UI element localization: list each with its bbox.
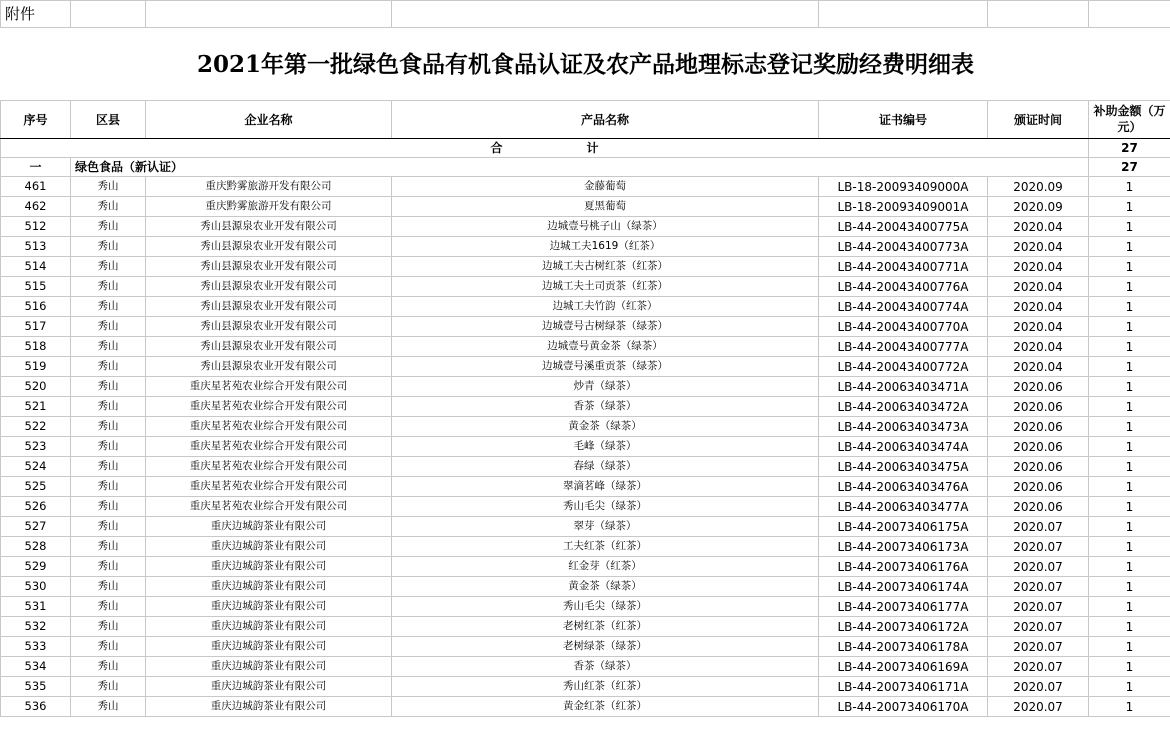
cell-date[interactable]: 2020.04 [988,277,1089,297]
cell-date[interactable]: 2020.06 [988,437,1089,457]
empty-cell[interactable] [146,1,392,28]
cell-amount[interactable]: 1 [1089,277,1170,297]
table-row [1,537,1170,557]
table-row [1,317,1170,337]
total-amount[interactable]: 27 [1089,139,1170,158]
cell-seq[interactable]: 534 [1,657,71,677]
table-row [1,237,1170,257]
cell-company[interactable]: 重庆星茗苑农业综合开发有限公司 [146,457,392,477]
cell-date[interactable]: 2020.06 [988,497,1089,517]
cell-county[interactable]: 秀山 [71,197,146,217]
table-row [1,417,1170,437]
cell-cert[interactable]: LB-44-20043400773A [819,237,988,257]
cell-company[interactable]: 重庆边城韵茶业有限公司 [146,677,392,697]
cell-date[interactable]: 2020.06 [988,397,1089,417]
cell-product[interactable]: 炒青（绿茶） [392,377,819,397]
table-row [1,497,1170,517]
cell-company[interactable]: 秀山县源泉农业开发有限公司 [146,217,392,237]
header-product[interactable]: 产品名称 [392,101,819,139]
cell-cert[interactable]: LB-44-20063403474A [819,437,988,457]
cell-seq[interactable]: 524 [1,457,71,477]
cell-product[interactable]: 老树红茶（红茶） [392,617,819,637]
total-row [1,139,1170,158]
table-row [1,697,1170,717]
cell-amount[interactable]: 1 [1089,257,1170,277]
cell-seq[interactable]: 523 [1,437,71,457]
cell-amount[interactable]: 1 [1089,557,1170,577]
cell-amount[interactable]: 1 [1089,497,1170,517]
cell-amount[interactable]: 1 [1089,517,1170,537]
cell-company[interactable]: 重庆边城韵茶业有限公司 [146,577,392,597]
cell-product[interactable]: 黄金茶（绿茶） [392,417,819,437]
cell-product[interactable]: 夏黑葡萄 [392,197,819,217]
title-row [1,28,1170,101]
cell-county[interactable]: 秀山 [71,397,146,417]
cell-date[interactable]: 2020.07 [988,537,1089,557]
cell-company[interactable]: 秀山县源泉农业开发有限公司 [146,257,392,277]
cell-county[interactable]: 秀山 [71,637,146,657]
cell-date[interactable]: 2020.07 [988,697,1089,717]
cell-date[interactable]: 2020.04 [988,217,1089,237]
cell-seq[interactable]: 512 [1,217,71,237]
cell-seq[interactable]: 522 [1,417,71,437]
total-label[interactable]: 合 计 [1,139,1089,158]
cell-date[interactable]: 2020.04 [988,357,1089,377]
cell-product[interactable]: 边城工夫1619（红茶） [392,237,819,257]
empty-cell[interactable] [988,1,1089,28]
cell-county[interactable]: 秀山 [71,217,146,237]
cell-company[interactable]: 重庆星茗苑农业综合开发有限公司 [146,417,392,437]
cell-amount[interactable]: 1 [1089,177,1170,197]
cell-date[interactable]: 2020.07 [988,557,1089,577]
cell-cert[interactable]: LB-44-20073406173A [819,537,988,557]
cell-cert[interactable]: LB-44-20073406175A [819,517,988,537]
cell-date[interactable]: 2020.07 [988,637,1089,657]
cell-amount[interactable]: 1 [1089,197,1170,217]
cell-cert[interactable]: LB-44-20063403473A [819,417,988,437]
cell-cert[interactable]: LB-44-20073406176A [819,557,988,577]
cell-seq[interactable]: 513 [1,237,71,257]
cell-seq[interactable]: 520 [1,377,71,397]
cell-cert[interactable]: LB-44-20063403475A [819,457,988,477]
cell-product[interactable]: 金藤葡萄 [392,177,819,197]
cell-date[interactable]: 2020.04 [988,237,1089,257]
cell-date[interactable]: 2020.06 [988,417,1089,437]
cell-date[interactable]: 2020.07 [988,577,1089,597]
cell-company[interactable]: 重庆黔雾旅游开发有限公司 [146,197,392,217]
sheet-title[interactable]: 2021年第一批绿色食品有机食品认证及农产品地理标志登记奖励经费明细表 [1,28,1170,101]
cell-product[interactable]: 秀山毛尖（绿茶） [392,497,819,517]
cell-seq[interactable]: 527 [1,517,71,537]
cell-company[interactable]: 重庆边城韵茶业有限公司 [146,617,392,637]
cell-seq[interactable]: 531 [1,597,71,617]
table-row [1,357,1170,377]
cell-company[interactable]: 重庆边城韵茶业有限公司 [146,697,392,717]
group-label[interactable]: 绿色食品（新认证） [71,158,1089,177]
cell-seq[interactable]: 525 [1,477,71,497]
cell-date[interactable]: 2020.07 [988,677,1089,697]
cell-cert[interactable]: LB-44-20043400776A [819,277,988,297]
cell-county[interactable]: 秀山 [71,277,146,297]
cell-seq[interactable]: 514 [1,257,71,277]
table-row [1,397,1170,417]
cell-product[interactable]: 边城工夫古树红茶（红茶） [392,257,819,277]
table-row [1,517,1170,537]
header-company[interactable]: 企业名称 [146,101,392,139]
cell-seq[interactable]: 536 [1,697,71,717]
cell-date[interactable]: 2020.04 [988,337,1089,357]
cell-county[interactable]: 秀山 [71,337,146,357]
cell-product[interactable]: 毛峰（绿茶） [392,437,819,457]
cell-date[interactable]: 2020.09 [988,177,1089,197]
cell-product[interactable]: 香茶（绿茶） [392,657,819,677]
cell-county[interactable]: 秀山 [71,417,146,437]
cell-product[interactable]: 翠滴茗峰（绿茶） [392,477,819,497]
cell-company[interactable]: 重庆边城韵茶业有限公司 [146,517,392,537]
attachment-label[interactable]: 附件 [1,1,71,28]
table-row [1,197,1170,217]
cell-county[interactable]: 秀山 [71,537,146,557]
cell-amount[interactable]: 1 [1089,437,1170,457]
cell-cert[interactable]: LB-44-20063403477A [819,497,988,517]
cell-company[interactable]: 重庆星茗苑农业综合开发有限公司 [146,437,392,457]
cell-amount[interactable]: 1 [1089,537,1170,557]
cell-county[interactable]: 秀山 [71,477,146,497]
table-row [1,557,1170,577]
cell-company[interactable]: 重庆星茗苑农业综合开发有限公司 [146,497,392,517]
cell-amount[interactable]: 1 [1089,697,1170,717]
cell-amount[interactable]: 1 [1089,217,1170,237]
cell-amount[interactable]: 1 [1089,337,1170,357]
header-county[interactable]: 区县 [71,101,146,139]
cell-county[interactable]: 秀山 [71,597,146,617]
cell-cert[interactable]: LB-44-20043400772A [819,357,988,377]
cell-date[interactable]: 2020.06 [988,377,1089,397]
cell-seq[interactable]: 519 [1,357,71,377]
cell-company[interactable]: 重庆边城韵茶业有限公司 [146,637,392,657]
cell-company[interactable]: 秀山县源泉农业开发有限公司 [146,337,392,357]
cell-cert[interactable]: LB-44-20043400771A [819,257,988,277]
cell-cert[interactable]: LB-44-20063403471A [819,377,988,397]
cell-seq[interactable]: 461 [1,177,71,197]
cell-county[interactable]: 秀山 [71,617,146,637]
cell-seq[interactable]: 529 [1,557,71,577]
cell-amount[interactable]: 1 [1089,597,1170,617]
table-row [1,617,1170,637]
cell-cert[interactable]: LB-44-20063403476A [819,477,988,497]
header-cert[interactable]: 证书编号 [819,101,988,139]
cell-product[interactable]: 边城壹号黄金茶（绿茶） [392,337,819,357]
cell-seq[interactable]: 532 [1,617,71,637]
table-row [1,377,1170,397]
cell-product[interactable]: 边城壹号桃子山（绿茶） [392,217,819,237]
cell-county[interactable]: 秀山 [71,557,146,577]
cell-company[interactable]: 重庆边城韵茶业有限公司 [146,557,392,577]
header-seq[interactable]: 序号 [1,101,71,139]
table-row [1,597,1170,617]
cell-cert[interactable]: LB-44-20073406169A [819,657,988,677]
cell-product[interactable]: 翠芽（绿茶） [392,517,819,537]
cell-date[interactable]: 2020.07 [988,597,1089,617]
cell-cert[interactable]: LB-18-20093409000A [819,177,988,197]
cell-date[interactable]: 2020.07 [988,517,1089,537]
cell-company[interactable]: 重庆边城韵茶业有限公司 [146,657,392,677]
cell-seq[interactable]: 535 [1,677,71,697]
cell-product[interactable]: 黄金茶（绿茶） [392,577,819,597]
cell-cert[interactable]: LB-44-20043400770A [819,317,988,337]
empty-cell[interactable] [392,1,819,28]
cell-county[interactable]: 秀山 [71,577,146,597]
empty-cell[interactable] [819,1,988,28]
group-amount[interactable]: 27 [1089,158,1170,177]
cell-product[interactable]: 工夫红茶（红茶） [392,537,819,557]
table-row [1,457,1170,477]
table-row [1,257,1170,277]
empty-cell[interactable] [1089,1,1170,28]
cell-amount[interactable]: 1 [1089,657,1170,677]
cell-seq[interactable]: 528 [1,537,71,557]
cell-amount[interactable]: 1 [1089,637,1170,657]
table-row [1,477,1170,497]
cell-amount[interactable]: 1 [1089,357,1170,377]
cell-product[interactable]: 老树绿茶（绿茶） [392,637,819,657]
cell-county[interactable]: 秀山 [71,377,146,397]
cell-county[interactable]: 秀山 [71,177,146,197]
cell-seq[interactable]: 530 [1,577,71,597]
cell-date[interactable]: 2020.04 [988,297,1089,317]
header-row [1,101,1170,139]
cell-seq[interactable]: 521 [1,397,71,417]
cell-company[interactable]: 重庆边城韵茶业有限公司 [146,597,392,617]
cell-product[interactable]: 边城壹号古树绿茶（绿茶） [392,317,819,337]
cell-date[interactable]: 2020.04 [988,317,1089,337]
cell-amount[interactable]: 1 [1089,617,1170,637]
cell-county[interactable]: 秀山 [71,457,146,477]
cell-county[interactable]: 秀山 [71,437,146,457]
cell-amount[interactable]: 1 [1089,677,1170,697]
cell-county[interactable]: 秀山 [71,317,146,337]
cell-company[interactable]: 重庆星茗苑农业综合开发有限公司 [146,377,392,397]
cell-product[interactable]: 边城工夫土司贡茶（红茶） [392,277,819,297]
cell-company[interactable]: 重庆黔雾旅游开发有限公司 [146,177,392,197]
cell-product[interactable]: 秀山毛尖（绿茶） [392,597,819,617]
cell-product[interactable]: 秀山红茶（红茶） [392,677,819,697]
cell-county[interactable]: 秀山 [71,257,146,277]
cell-county[interactable]: 秀山 [71,517,146,537]
cell-product[interactable]: 边城壹号溪重贡茶（绿茶） [392,357,819,377]
cell-cert[interactable]: LB-44-20073406178A [819,637,988,657]
cell-county[interactable]: 秀山 [71,677,146,697]
cell-seq[interactable]: 462 [1,197,71,217]
cell-date[interactable]: 2020.09 [988,197,1089,217]
cell-seq[interactable]: 526 [1,497,71,517]
cell-amount[interactable]: 1 [1089,397,1170,417]
cell-amount[interactable]: 1 [1089,377,1170,397]
cell-cert[interactable]: LB-44-20073406172A [819,617,988,637]
table-row [1,277,1170,297]
cell-date[interactable]: 2020.07 [988,657,1089,677]
cell-amount[interactable]: 1 [1089,577,1170,597]
table-row [1,337,1170,357]
cell-company[interactable]: 秀山县源泉农业开发有限公司 [146,237,392,257]
cell-amount[interactable]: 1 [1089,237,1170,257]
table-row [1,677,1170,697]
cell-cert[interactable]: LB-44-20043400774A [819,297,988,317]
table-row [1,177,1170,197]
table-row [1,297,1170,317]
cell-seq[interactable]: 516 [1,297,71,317]
cell-amount[interactable]: 1 [1089,457,1170,477]
group-seq[interactable]: 一 [1,158,71,177]
cell-county[interactable]: 秀山 [71,297,146,317]
cell-cert[interactable]: LB-44-20073406174A [819,577,988,597]
cell-company[interactable]: 秀山县源泉农业开发有限公司 [146,357,392,377]
cell-cert[interactable]: LB-44-20073406177A [819,597,988,617]
cell-date[interactable]: 2020.06 [988,477,1089,497]
cell-date[interactable]: 2020.07 [988,617,1089,637]
cell-product[interactable]: 黄金红茶（红茶） [392,697,819,717]
cell-seq[interactable]: 518 [1,337,71,357]
cell-date[interactable]: 2020.04 [988,257,1089,277]
cell-county[interactable]: 秀山 [71,697,146,717]
cell-county[interactable]: 秀山 [71,357,146,377]
table-row [1,577,1170,597]
cell-company[interactable]: 秀山县源泉农业开发有限公司 [146,277,392,297]
cell-amount[interactable]: 1 [1089,317,1170,337]
cell-product[interactable]: 春绿（绿茶） [392,457,819,477]
cell-company[interactable]: 重庆边城韵茶业有限公司 [146,537,392,557]
cell-company[interactable]: 重庆星茗苑农业综合开发有限公司 [146,477,392,497]
cell-cert[interactable]: LB-44-20043400777A [819,337,988,357]
table-row [1,437,1170,457]
cell-amount[interactable]: 1 [1089,477,1170,497]
cell-county[interactable]: 秀山 [71,497,146,517]
cell-amount[interactable]: 1 [1089,417,1170,437]
cell-company[interactable]: 重庆星茗苑农业综合开发有限公司 [146,397,392,417]
table-row [1,657,1170,677]
cell-cert[interactable]: LB-44-20043400775A [819,217,988,237]
cell-amount[interactable]: 1 [1089,297,1170,317]
cell-date[interactable]: 2020.06 [988,457,1089,477]
table-row [1,217,1170,237]
group-row [1,158,1170,177]
cell-product[interactable]: 红金芽（红茶） [392,557,819,577]
cell-product[interactable]: 香茶（绿茶） [392,397,819,417]
cell-cert[interactable]: LB-44-20073406171A [819,677,988,697]
cell-county[interactable]: 秀山 [71,657,146,677]
cell-company[interactable]: 秀山县源泉农业开发有限公司 [146,297,392,317]
empty-cell[interactable] [71,1,146,28]
cell-cert[interactable]: LB-44-20063403472A [819,397,988,417]
header-date[interactable]: 颁证时间 [988,101,1089,139]
attachment-row [1,1,1170,28]
cell-seq[interactable]: 533 [1,637,71,657]
cell-product[interactable]: 边城工夫竹韵（红茶） [392,297,819,317]
cell-cert[interactable]: LB-44-20073406170A [819,697,988,717]
cell-seq[interactable]: 517 [1,317,71,337]
cell-cert[interactable]: LB-18-20093409001A [819,197,988,217]
header-amount[interactable]: 补助金额（万元） [1089,101,1170,139]
cell-county[interactable]: 秀山 [71,237,146,257]
cell-seq[interactable]: 515 [1,277,71,297]
table-row [1,637,1170,657]
cell-company[interactable]: 秀山县源泉农业开发有限公司 [146,317,392,337]
